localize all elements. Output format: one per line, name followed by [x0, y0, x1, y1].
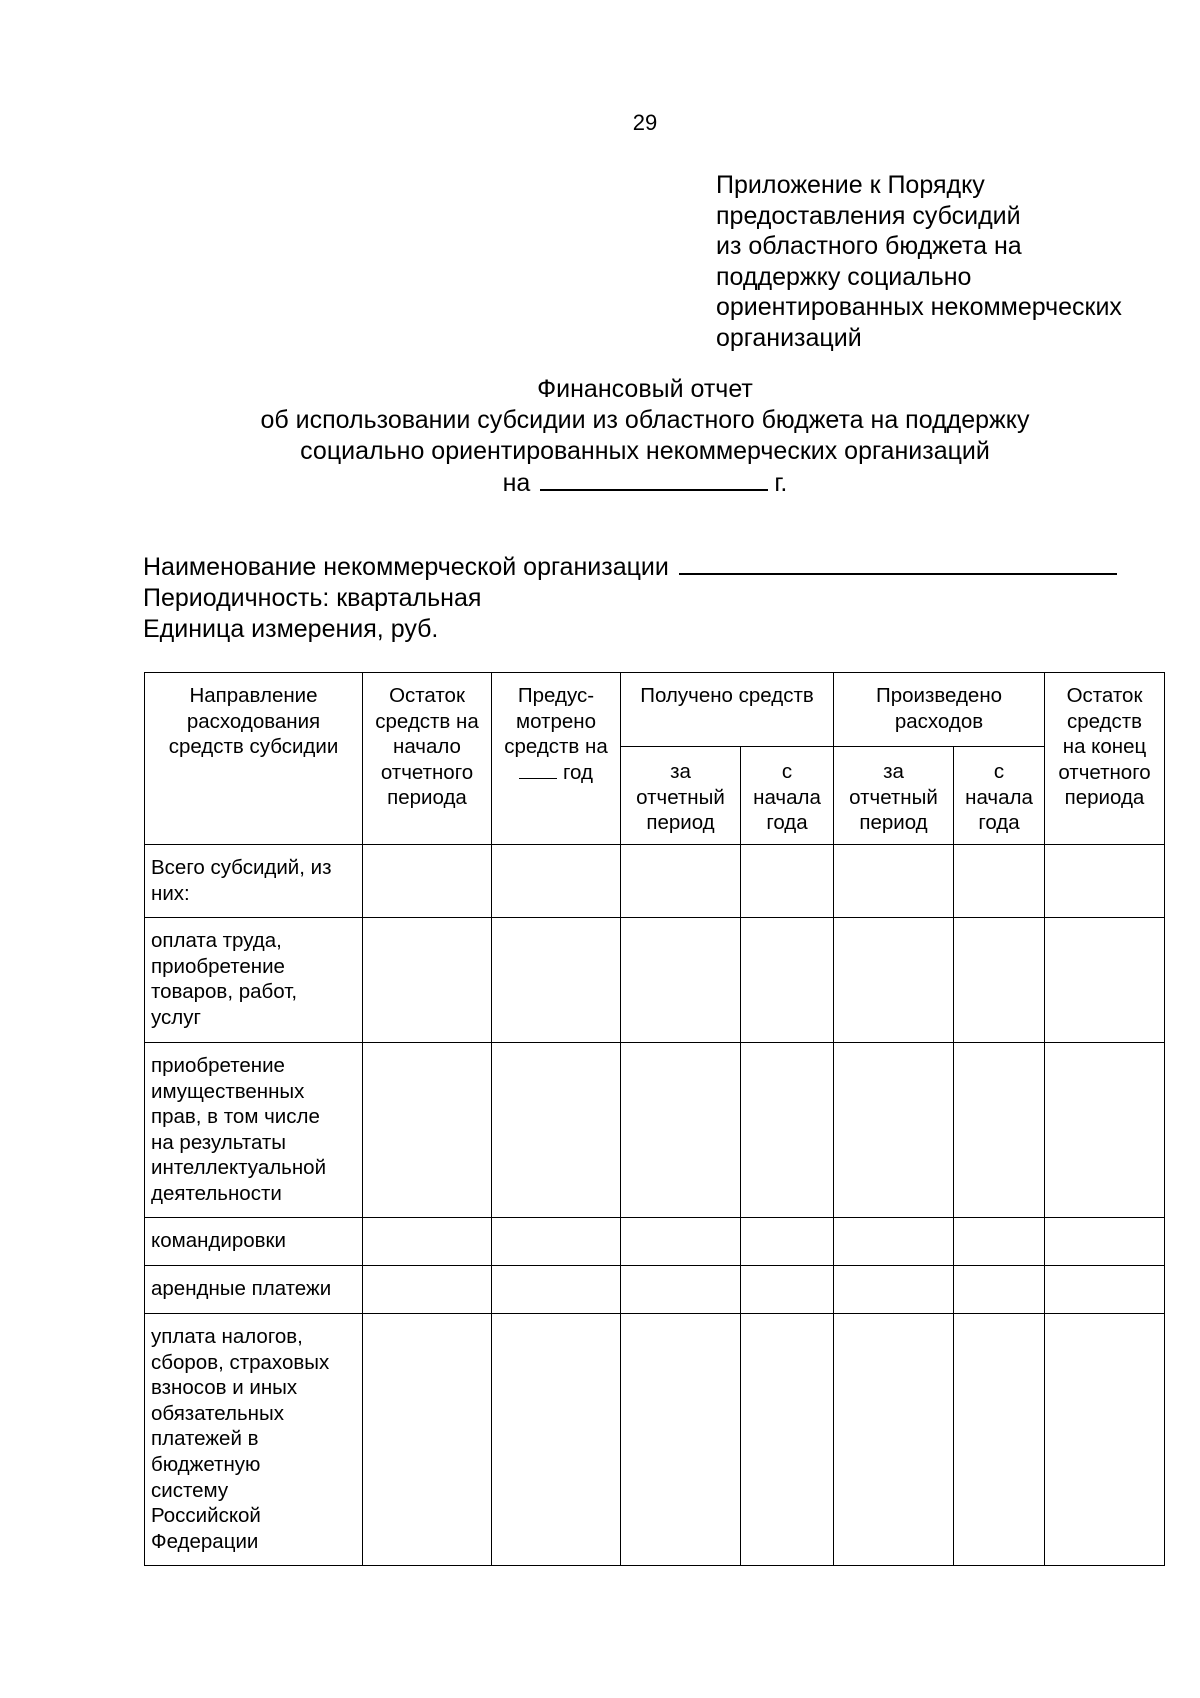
date-prefix: на: [502, 469, 531, 497]
appendix-note: [716, 170, 1186, 353]
row-label: командировки: [145, 1218, 363, 1266]
appendix-line: Приложение к Порядку: [716, 171, 985, 199]
header-balance-start: Остаток средств на начало отчетного периода: [363, 673, 492, 845]
table-cell[interactable]: [954, 1043, 1045, 1218]
table-cell[interactable]: [492, 1043, 621, 1218]
header-direction: Направление расходования средств субсидии: [145, 673, 363, 845]
table-cell[interactable]: [1045, 918, 1165, 1043]
table-cell[interactable]: [954, 1218, 1045, 1266]
title-line: Финансовый отчет: [537, 375, 753, 403]
table-row: [145, 845, 1165, 918]
appendix-line: предоставления субсидий: [716, 201, 1021, 230]
appendix-line: из областного бюджета на: [716, 232, 1022, 260]
title-line: об использовании субсидии из областного бюджета на поддержку: [260, 406, 1030, 434]
table-cell[interactable]: [1045, 1043, 1165, 1218]
table-cell[interactable]: [954, 845, 1045, 918]
row-label: Всего субсидий, из них:: [145, 845, 363, 918]
table-cell[interactable]: [363, 918, 492, 1043]
date-blank-field[interactable]: [540, 467, 768, 491]
page-number: 29: [632, 110, 658, 135]
table-cell[interactable]: [363, 1043, 492, 1218]
table-cell[interactable]: [741, 1266, 834, 1314]
table-cell[interactable]: [492, 1266, 621, 1314]
table-cell[interactable]: [741, 845, 834, 918]
table-cell[interactable]: [954, 1266, 1045, 1314]
table-row: [145, 1043, 1165, 1218]
table-cell[interactable]: [1045, 1314, 1165, 1566]
table-cell[interactable]: [741, 1218, 834, 1266]
table-cell[interactable]: [492, 845, 621, 918]
table-cell[interactable]: [363, 1266, 492, 1314]
table-cell[interactable]: [621, 845, 741, 918]
table-cell[interactable]: [363, 845, 492, 918]
table-cell[interactable]: [834, 845, 954, 918]
table-row: [145, 1266, 1165, 1314]
table-cell[interactable]: [621, 1314, 741, 1566]
header-received-for-period: за отчетный период: [621, 747, 741, 845]
financial-report-table: [144, 672, 1165, 1566]
appendix-line: ориентированных некоммерческих: [716, 293, 1122, 321]
table-cell[interactable]: [621, 1218, 741, 1266]
table-row: [145, 1314, 1165, 1566]
table-cell[interactable]: [1045, 845, 1165, 918]
table-cell[interactable]: [621, 1266, 741, 1314]
table-cell[interactable]: [834, 1314, 954, 1566]
table-cell[interactable]: [1045, 1218, 1165, 1266]
header-planned: Предус- мотрено средств на год: [492, 673, 621, 845]
table-cell[interactable]: [741, 918, 834, 1043]
table-cell[interactable]: [834, 1266, 954, 1314]
header-balance-end: Остаток средств на конец отчетного периода: [1045, 673, 1165, 845]
header-expenses-since-year: с начала года: [954, 747, 1045, 845]
table-row: [145, 1218, 1165, 1266]
row-label: оплата труда, приобретение товаров, работ, услуг: [145, 918, 363, 1043]
table-cell[interactable]: [492, 1218, 621, 1266]
date-suffix: г.: [774, 469, 788, 497]
table-cell[interactable]: [834, 918, 954, 1043]
header-expenses-for-period: за отчетный период: [834, 747, 954, 845]
report-info: [143, 551, 1153, 645]
table-cell[interactable]: [492, 918, 621, 1043]
unit-of-measure: Единица измерения, руб.: [143, 615, 439, 643]
date-line: [140, 467, 1150, 499]
org-name-blank-field[interactable]: [679, 551, 1117, 575]
table-cell[interactable]: [1045, 1266, 1165, 1314]
table-cell[interactable]: [492, 1314, 621, 1566]
table-cell[interactable]: [834, 1043, 954, 1218]
table-cell[interactable]: [954, 918, 1045, 1043]
title-line: социально ориентированных некоммерческих организаций: [300, 437, 990, 465]
year-blank-field[interactable]: [519, 762, 557, 779]
row-label: арендные платежи: [145, 1266, 363, 1314]
table-cell[interactable]: [741, 1314, 834, 1566]
table-cell[interactable]: [621, 1043, 741, 1218]
org-name-line: [143, 551, 1153, 583]
appendix-line: организаций: [716, 323, 862, 352]
header-received: Получено средств: [621, 673, 834, 747]
table-row: [145, 918, 1165, 1043]
row-label: уплата налогов, сборов, страховых взносов и иных обязательных платежей в бюджетную систему Российской Федерации: [145, 1314, 363, 1566]
table-cell[interactable]: [363, 1218, 492, 1266]
header-received-since-year: с начала года: [741, 747, 834, 845]
org-name-label: Наименование некоммерческой организации: [143, 553, 669, 581]
header-expenses: Произведено расходов: [834, 673, 1045, 747]
report-title: [140, 374, 1150, 499]
table-cell[interactable]: [363, 1314, 492, 1566]
table-cell[interactable]: [834, 1218, 954, 1266]
table-cell[interactable]: [954, 1314, 1045, 1566]
periodicity: Периодичность: квартальная: [143, 584, 482, 612]
table-cell[interactable]: [741, 1043, 834, 1218]
table-cell[interactable]: [621, 918, 741, 1043]
appendix-line: поддержку социально: [716, 262, 972, 291]
row-label: приобретение имущественных прав, в том числе на результаты интеллектуальной деятельности: [145, 1043, 363, 1218]
